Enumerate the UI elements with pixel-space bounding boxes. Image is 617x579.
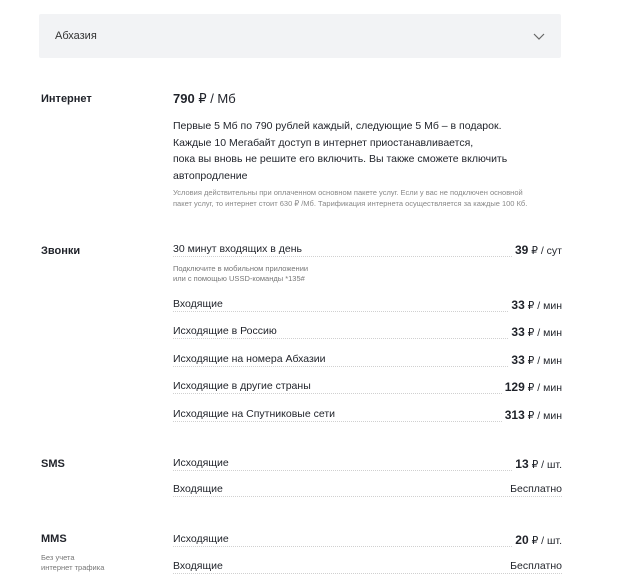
internet-price: 790 ₽ / Мб: [173, 91, 236, 106]
chevron-down-icon: [533, 30, 545, 42]
mms-row: Исходящие 20 ₽ / шт.: [173, 533, 562, 547]
calls-row: Исходящие на Спутниковые сети 313 ₽ / мин: [173, 408, 562, 422]
calls-package-row: 30 минут входящих в день 39 ₽ / сут: [173, 243, 562, 257]
mms-row: Входящие Бесплатно: [173, 560, 562, 572]
sms-row: Исходящие 13 ₽ / шт.: [173, 457, 562, 471]
section-title-calls: Звонки: [41, 245, 81, 257]
calls-row: Исходящие на номера Абхазии 33 ₽ / мин: [173, 353, 562, 367]
section-title-sms: SMS: [41, 458, 65, 470]
region-select-value: Абхазия: [55, 30, 97, 42]
sms-row: Входящие Бесплатно: [173, 483, 562, 495]
calls-package-note: Подключите в мобильном приложении или с помощью USSD-команды *135#: [173, 264, 309, 283]
calls-row: Исходящие в Россию 33 ₽ / мин: [173, 325, 562, 339]
mms-subtitle: Без учета интернет трафика: [41, 553, 105, 572]
calls-row: Исходящие в другие страны 129 ₽ / мин: [173, 380, 562, 394]
section-title-mms: MMS: [41, 533, 67, 545]
section-title-internet: Интернет: [41, 93, 92, 105]
internet-description: Первые 5 Мб по 790 рублей каждый, следующие 5 Мб – в подарок. Каждые 10 Мегабайт доступ в интернет приостанавливается, пока вы вновь не решите его включить. Вы также сможете включить автопродление: [173, 120, 508, 182]
internet-note: Условия действительны при оплаченном основном пакете услуг. Если у вас не подключен основной пакет услуг, то интернет стоит 630 ₽ /Мб. Тарификация интернета осуществляется за каждые 100 Кб.: [173, 188, 528, 208]
region-select[interactable]: [39, 14, 561, 58]
calls-row: Входящие 33 ₽ / мин: [173, 298, 562, 312]
dotted-leader: [173, 256, 562, 257]
